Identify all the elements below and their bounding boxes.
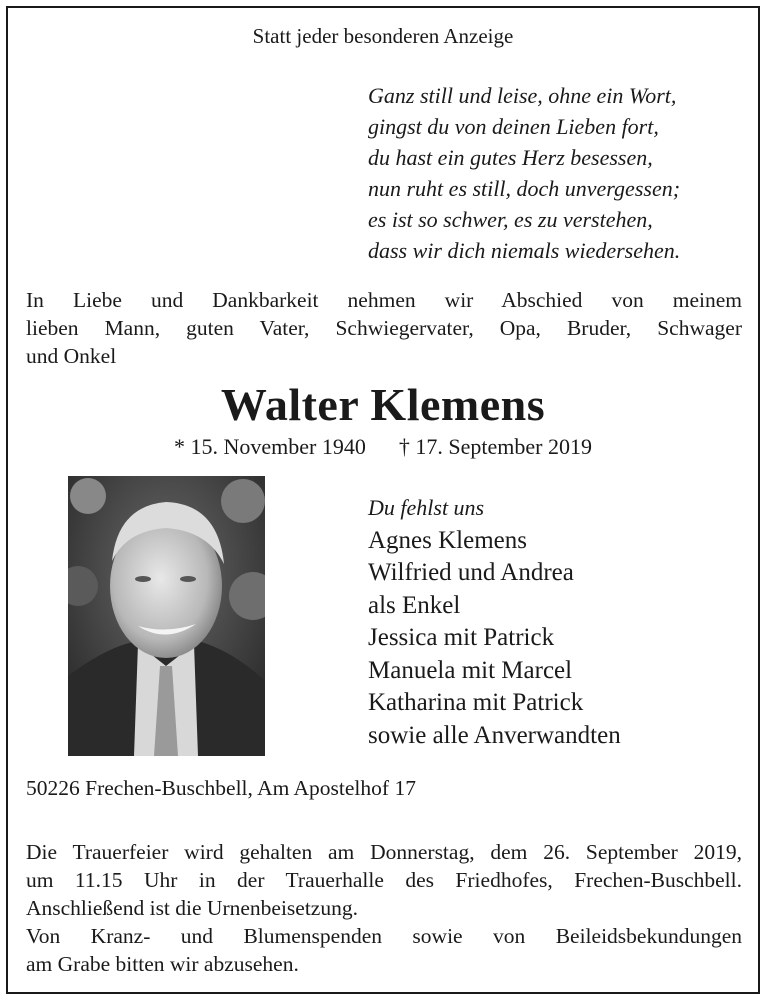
life-dates: * 15. November 1940 † 17. September 2019: [174, 434, 592, 459]
farewell-line: und Onkel: [26, 344, 117, 368]
farewell-line: In Liebe und Dankbarkeit nehmen wir Abschied von meinem: [26, 288, 742, 312]
farewell-text: [26, 286, 742, 370]
mourner-name: sowie alle Anverwandten: [368, 721, 621, 749]
poem-line: gingst du von deinen Lieben fort,: [368, 114, 659, 139]
mourner-name: Agnes Klemens: [368, 526, 527, 554]
mourners-intro: Du fehlst uns: [368, 495, 485, 520]
poem-line: Ganz still und leise, ohne ein Wort,: [368, 83, 677, 108]
mourner-name: Jessica mit Patrick: [368, 624, 555, 651]
service-line: Anschließend ist die Urnenbeisetzung.: [26, 896, 358, 920]
service-line: um 11.15 Uhr in der Trauerhalle des Friedhofes, Frechen-Buschbell.: [26, 868, 742, 892]
portrait-image: [68, 476, 265, 756]
mourner-name: Wilfried und Andrea: [368, 559, 574, 586]
mourner-name: als Enkel: [368, 591, 461, 619]
portrait-photo: [68, 476, 265, 756]
deceased-name: Walter Klemens: [220, 379, 546, 430]
mourner-name: Manuela mit Marcel: [368, 656, 573, 684]
notice-header: Statt jeder besonderen Anzeige: [252, 24, 514, 48]
poem-line: du hast ein gutes Herz besessen,: [368, 145, 653, 170]
poem-line: es ist so schwer, es zu verstehen,: [368, 207, 653, 232]
service-line: am Grabe bitten wir abzusehen.: [26, 952, 299, 976]
service-info: [26, 838, 742, 978]
farewell-line: lieben Mann, guten Vater, Schwiegervater, Opa, Bruder, Schwager: [26, 316, 742, 340]
service-line: Von Kranz- und Blumenspenden sowie von Beileidsbekundungen: [26, 924, 742, 948]
mourner-name: Katharina mit Patrick: [368, 689, 584, 716]
poem-line: nun ruht es still, doch unvergessen;: [368, 176, 681, 201]
address: 50226 Frechen-Buschbell, Am Apostelhof 17: [26, 776, 416, 800]
mourners-list: [368, 492, 621, 752]
poem-line: dass wir dich niemals wiedersehen.: [368, 238, 681, 263]
service-line: Die Trauerfeier wird gehalten am Donnerstag, dem 26. September 2019,: [26, 840, 742, 864]
poem: [368, 80, 680, 266]
